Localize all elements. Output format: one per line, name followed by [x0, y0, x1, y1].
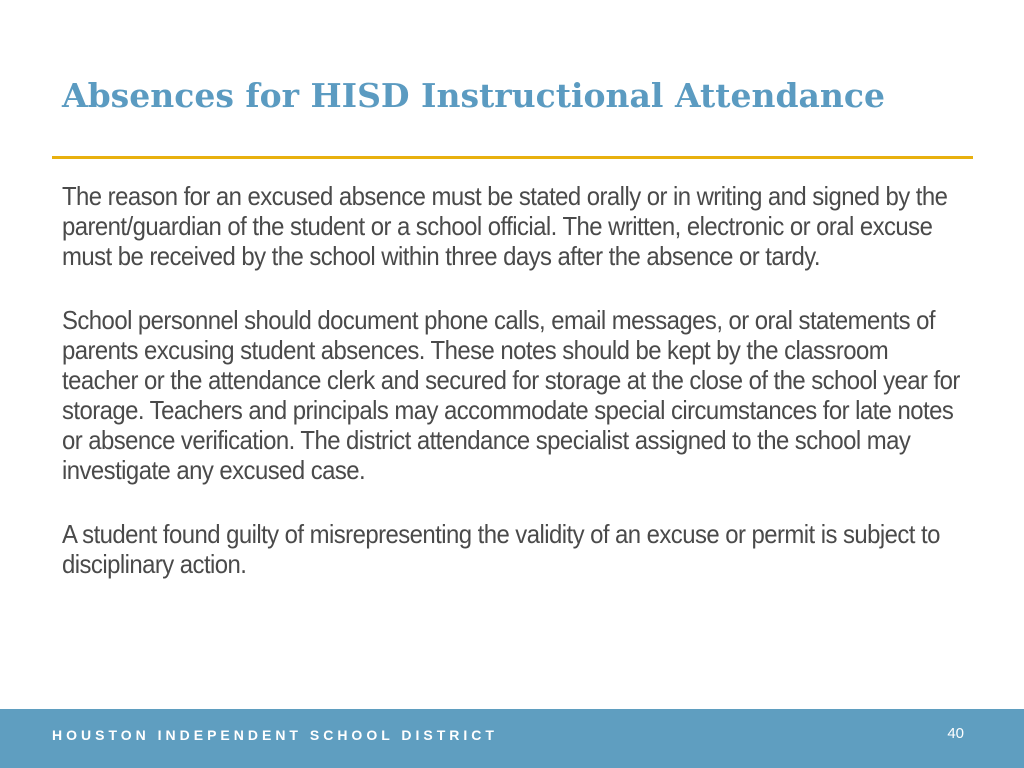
footer-organization-name: HOUSTON INDEPENDENT SCHOOL DISTRICT	[52, 727, 498, 743]
footer-bar	[0, 709, 1024, 768]
title-divider	[52, 156, 973, 159]
slide-title: Absences for HISD Instructional Attendance	[62, 76, 885, 115]
paragraph-documentation: School personnel should document phone calls, email messages, or oral statements of parents excusing student absences. These notes should be kept by the classroom teacher or the attendance clerk and secured for storage at the close of the school year for storage. Teachers and principals may accommodate special circumstances for late notes or absence verification. The district attendance specialist assigned to the school may investigate any excused case.	[62, 305, 960, 485]
page-number: 40	[947, 725, 964, 742]
slide-body	[62, 181, 967, 613]
paragraph-disciplinary-action: A student found guilty of misrepresenting the validity of an excuse or permit is subject to disciplinary action.	[62, 519, 940, 579]
paragraph-excused-absence-reason: The reason for an excused absence must be stated orally or in writing and signed by the parent/guardian of the student or a school official. The written, electronic or oral excuse must be received by the school within three days after the absence or tardy.	[62, 181, 948, 271]
